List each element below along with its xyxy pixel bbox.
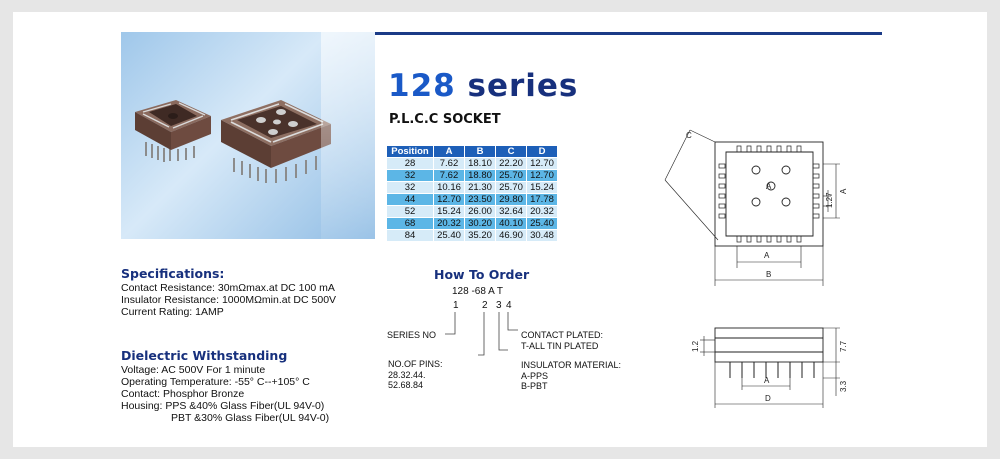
table-cell: 30.48 xyxy=(527,230,558,242)
spec-operating-temperature: Operating Temperature: -55° C--+105° C xyxy=(121,376,310,388)
order-digit-1: 1 xyxy=(453,300,459,311)
spec-contact-resistance: Contact Resistance: 30mΩmax.at DC 100 mA xyxy=(121,282,335,294)
product-photo xyxy=(121,32,375,239)
column-header: B xyxy=(465,146,496,158)
order-code: 128 -68 A T xyxy=(452,286,503,297)
label-h2: 7.7 xyxy=(839,340,848,352)
table-cell: 25.70 xyxy=(496,170,527,182)
table-cell: 68 xyxy=(387,218,434,230)
table-row xyxy=(387,170,558,182)
table-cell: 20.32 xyxy=(434,218,465,230)
table-cell: 15.24 xyxy=(434,206,465,218)
spec-current-rating: Current Rating: 1AMP xyxy=(121,306,224,318)
table-cell: 23.50 xyxy=(465,194,496,206)
page-title xyxy=(388,68,578,104)
top-view-drawing xyxy=(665,130,840,286)
table-cell: 20.32 xyxy=(527,206,558,218)
table-row xyxy=(387,230,558,242)
large-socket-image xyxy=(221,100,331,183)
table-cell: 12.70 xyxy=(434,194,465,206)
label-a-side: A xyxy=(764,376,770,385)
table-cell: 32 xyxy=(387,182,434,194)
table-cell: 35.20 xyxy=(465,230,496,242)
label-pitch: 1.27 xyxy=(825,192,834,208)
label-h3: 3.3 xyxy=(839,380,848,392)
table-row xyxy=(387,218,558,230)
table-cell: 7.62 xyxy=(434,170,465,182)
order-insulator-label: INSULATOR MATERIAL: xyxy=(521,360,622,370)
table-cell: 46.90 xyxy=(496,230,527,242)
table-row xyxy=(387,194,558,206)
table-cell: 10.16 xyxy=(434,182,465,194)
order-insulator-b: B-PBT xyxy=(521,381,548,391)
order-insulator-a: A-PPS xyxy=(521,371,549,381)
label-a-right: A xyxy=(839,188,848,194)
title-word: series xyxy=(467,68,579,104)
dimension-drawings xyxy=(660,90,860,440)
column-header: D xyxy=(527,146,558,158)
order-series-no: SERIES NO xyxy=(387,330,437,340)
dimensions-table xyxy=(386,145,558,242)
small-socket-image xyxy=(135,100,211,162)
table-cell: 26.00 xyxy=(465,206,496,218)
specifications-heading: Specifications: xyxy=(121,266,225,281)
header-rule xyxy=(373,32,882,35)
spec-voltage: Voltage: AC 500V For 1 minute xyxy=(121,364,266,376)
column-header: Position xyxy=(387,146,434,158)
label-d: D xyxy=(765,394,771,403)
spec-insulator-resistance: Insulator Resistance: 1000MΩmin.at DC 500V xyxy=(121,294,337,306)
table-cell: 15.24 xyxy=(527,182,558,194)
photo-glare xyxy=(321,32,375,239)
column-header: A xyxy=(434,146,465,158)
table-header-row xyxy=(387,146,558,158)
order-pins-label: NO.OF PINS: xyxy=(388,359,443,369)
table-cell: 30.20 xyxy=(465,218,496,230)
order-digit-2: 2 xyxy=(482,300,488,311)
order-digit-3: 3 xyxy=(496,300,502,311)
table-cell: 18.80 xyxy=(465,170,496,182)
table-cell: 12.70 xyxy=(527,158,558,170)
order-contact-plated-label: CONTACT PLATED: xyxy=(521,330,604,340)
table-cell: 40.10 xyxy=(496,218,527,230)
table-cell: 22.20 xyxy=(496,158,527,170)
order-contact-plated-value: T-ALL TIN PLATED xyxy=(521,341,599,351)
table-cell: 84 xyxy=(387,230,434,242)
title-number: 128 xyxy=(388,68,456,104)
table-cell: 25.70 xyxy=(496,182,527,194)
page-subtitle: P.L.C.C SOCKET xyxy=(389,112,501,127)
label-b: B xyxy=(766,270,772,279)
order-digit-4: 4 xyxy=(506,300,512,311)
order-pins-line1: 28.32.44. xyxy=(388,370,426,380)
how-to-order-heading: How To Order xyxy=(434,267,530,282)
column-header: C xyxy=(496,146,527,158)
spec-housing-pbt: PBT &30% Glass Fiber(UL 94V-0) xyxy=(171,412,330,424)
table-cell: 18.10 xyxy=(465,158,496,170)
table-cell: 21.30 xyxy=(465,182,496,194)
table-cell: 32 xyxy=(387,170,434,182)
table-row xyxy=(387,182,558,194)
table-row xyxy=(387,206,558,218)
table-cell: 44 xyxy=(387,194,434,206)
table-row xyxy=(387,158,558,170)
order-pins-line2: 52.68.84 xyxy=(388,380,424,390)
label-a-center: A xyxy=(766,182,772,191)
table-cell: 52 xyxy=(387,206,434,218)
label-a-top: A xyxy=(764,251,770,260)
label-c: C xyxy=(686,131,692,140)
table-cell: 28 xyxy=(387,158,434,170)
table-cell: 17.78 xyxy=(527,194,558,206)
spec-housing-pps: Housing: PPS &40% Glass Fiber(UL 94V-0) xyxy=(121,400,325,412)
table-cell: 12.70 xyxy=(527,170,558,182)
table-cell: 29.80 xyxy=(496,194,527,206)
dielectric-heading: Dielectric Withstanding xyxy=(121,348,288,363)
label-h1: 1.2 xyxy=(691,340,700,352)
table-cell: 32.64 xyxy=(496,206,527,218)
table-cell: 7.62 xyxy=(434,158,465,170)
spec-contact: Contact: Phosphor Bronze xyxy=(121,388,245,400)
table-cell: 25.40 xyxy=(434,230,465,242)
table-cell: 25.40 xyxy=(527,218,558,230)
